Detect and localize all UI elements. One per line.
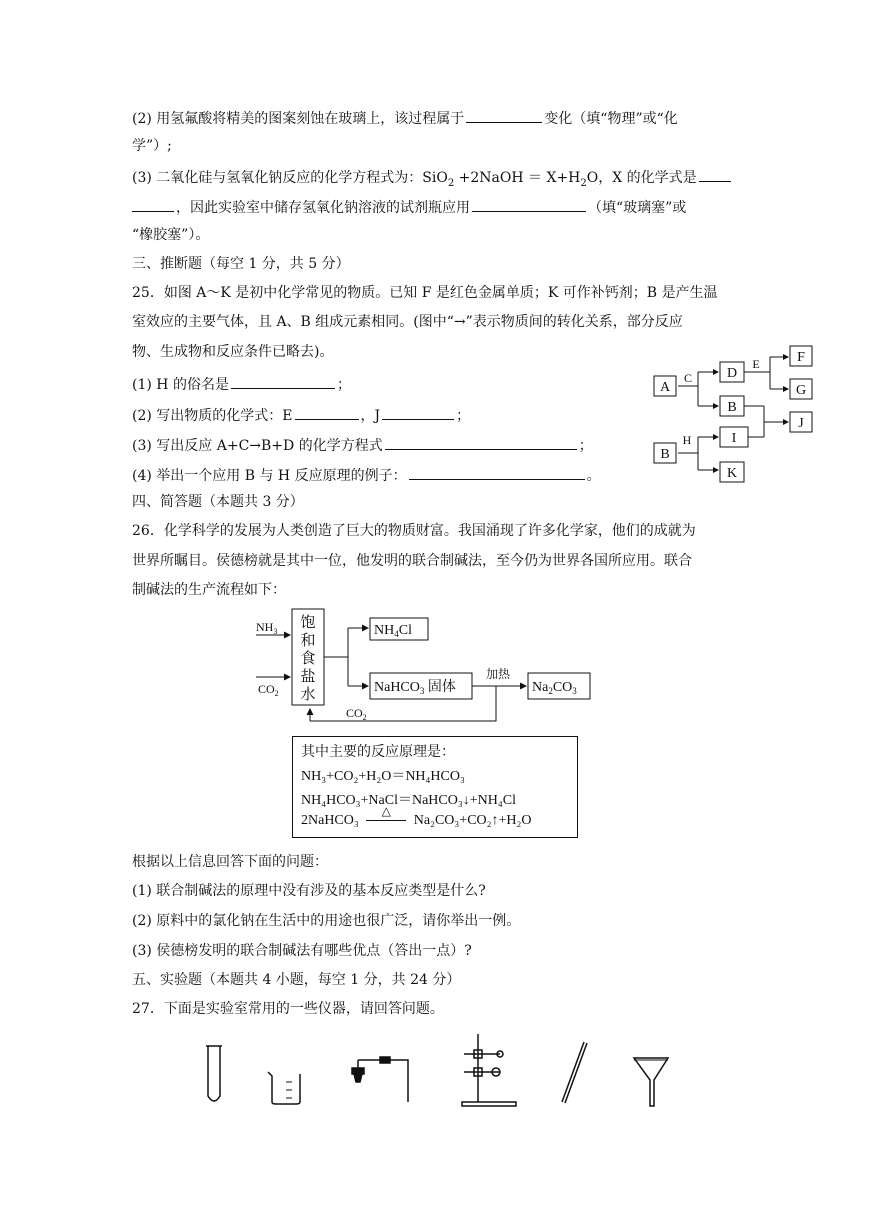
q24-part2-text-b: 变化（填“物理”或“化 xyxy=(544,111,678,127)
node-f-label: F xyxy=(797,350,805,365)
q24-part2-line2: 学”）; xyxy=(132,138,172,154)
tank-char: 食 xyxy=(300,651,316,667)
answer-blank-x-formula[interactable] xyxy=(699,165,731,182)
test-tube-icon xyxy=(206,1046,222,1101)
section-4-heading: 四、简答题（本题共 3 分） xyxy=(132,494,304,510)
q26-a1: (1) 联合制碱法的原理中没有涉及的基本反应类型是什么? xyxy=(132,883,486,899)
answer-blank-e-formula[interactable] xyxy=(295,403,359,420)
q26-stem-line2: 世界所瞩目。侯德榜就是其中一位，他发明的联合制碱法，至今仍为世界各国所应用。联合 xyxy=(132,553,692,569)
co2-input-label: $CO_2$ xyxy=(258,682,279,698)
q27-stem: 27．下面是实验室常用的一些仪器，请回答问题。 xyxy=(132,1001,444,1017)
nh4cl-label: $NH_4Cl$ xyxy=(374,623,412,639)
node-j-label: J xyxy=(798,416,804,431)
nh3-input-label: $NH_3$ xyxy=(256,620,278,636)
beaker-icon xyxy=(268,1072,300,1104)
nahco3-solid-label: NaHCO$_3$ 固体 xyxy=(374,680,456,696)
q25-sub2-text: (2) 写出物质的化学式：E xyxy=(132,408,293,424)
answer-blank-h-name[interactable] xyxy=(231,372,335,389)
punct: ； xyxy=(336,377,351,393)
glass-rod-icon xyxy=(562,1042,587,1103)
tank-char: 水 xyxy=(300,687,316,703)
node-i-label: I xyxy=(731,431,737,446)
answer-blank-equation[interactable] xyxy=(385,433,577,450)
heat-condition xyxy=(366,804,406,829)
co2-recycle-label: $CO_2$ xyxy=(346,706,367,722)
edge-label-e: E xyxy=(752,357,760,371)
q24-part3-text: (3) 二氧化硅与氢氧化钠反应的化学方程式为：SiO xyxy=(132,170,448,186)
node-d-label: D xyxy=(726,366,738,381)
reaction-principle-box xyxy=(292,736,578,838)
q24-part3-line1 xyxy=(132,165,733,187)
q25-stem-line2: 室效应的主要气体，且 A、B 组成元素相同。(图中“→”表示物质间的转化关系，部分反应 xyxy=(132,314,683,330)
edge-label-c: C xyxy=(683,371,693,385)
punct: 。 xyxy=(586,468,601,484)
q25-stem-line1: 25．如图 A～K 是初中化学常见的物质。已知 F 是红色金属单质；K 可作补钙剂；B 是产生温 xyxy=(132,285,718,301)
q25-sub2-mid: ，J xyxy=(360,408,381,424)
q24-part3-line2 xyxy=(132,195,686,217)
reaction-3-products: Na₂CO₃+CO₂↑+H₂O xyxy=(413,813,532,828)
punct: ； xyxy=(578,438,593,454)
q25-relationship-diagram xyxy=(640,340,820,490)
reaction-2: NH₄HCO₃+NaCl＝NaHCO₃↓+NH₄Cl xyxy=(301,793,516,808)
iron-stand-icon xyxy=(462,1034,516,1106)
soda-process-flow-diagram xyxy=(250,605,600,730)
q24-part3-text-d: ，因此实验室中储存氢氧化钠溶液的试剂瓶应用 xyxy=(176,200,470,216)
tank-label xyxy=(300,614,315,703)
q24-part3-line3: “橡胶塞”）。 xyxy=(132,227,210,243)
q26-ask: 根据以上信息回答下面的问题： xyxy=(132,854,328,870)
q24-part3-text-b: +2NaOH ＝ X+H xyxy=(458,170,581,186)
q24-part2-text: (2) 用氢氟酸将精美的图案刻蚀在玻璃上，该过程属于 xyxy=(132,111,465,127)
node-b-top-label: B xyxy=(727,400,737,415)
answer-blank-j-formula[interactable] xyxy=(382,403,454,420)
q25-stem-line3: 物、生成物和反应条件已略去)。 xyxy=(132,344,334,360)
tank-char: 和 xyxy=(300,633,316,649)
answer-blank-example[interactable] xyxy=(409,463,585,480)
node-a-label: A xyxy=(659,380,671,395)
gas-tube-icon xyxy=(352,1057,408,1102)
reaction-3-reactant: 2NaHCO₃ xyxy=(301,813,359,828)
tank-char: 盐 xyxy=(300,669,316,685)
node-k-label: K xyxy=(726,466,738,481)
q25-sub2 xyxy=(132,403,470,425)
q25-sub3 xyxy=(132,433,593,455)
q24-part3-text-e: （填“玻璃塞”或 xyxy=(588,200,687,216)
q24-part3-text-c: O，X 的化学式是 xyxy=(586,170,697,186)
subscript: 2 xyxy=(447,177,455,189)
section-3-heading: 三、推断题（每空 1 分，共 5 分） xyxy=(132,256,350,272)
answer-blank-change-type[interactable] xyxy=(466,106,542,123)
q26-a2: (2) 原料中的氯化钠在生活中的用途也很广泛，请你举出一例。 xyxy=(132,913,521,929)
heat-label: 加热 xyxy=(486,667,511,681)
funnel-icon xyxy=(634,1058,668,1106)
na2co3-label: $Na_2CO_3$ xyxy=(532,680,577,696)
q26-a3: (3) 侯德榜发明的联合制碱法有哪些优点（答出一点）? xyxy=(132,943,472,959)
principle-title: 其中主要的反应原理是： xyxy=(301,745,455,760)
lab-instruments-row xyxy=(200,1030,680,1115)
reaction-1: NH₃+CO₂+H₂O＝NH₄HCO₃ xyxy=(301,769,465,784)
q26-stem-line3: 制碱法的生产流程如下： xyxy=(132,582,286,598)
punct: ； xyxy=(456,408,471,424)
q26-stem-line1: 26．化学科学的发展为人类创造了巨大的物质财富。我国涌现了许多化学家，他们的成就为 xyxy=(132,523,696,539)
answer-blank-stopper[interactable] xyxy=(472,195,586,212)
subscript: 2 xyxy=(580,177,587,189)
tank-char: 饱 xyxy=(300,615,316,631)
q25-sub1-text: (1) H 的俗名是 xyxy=(132,377,229,393)
node-g-label: G xyxy=(795,383,807,398)
answer-blank-x-formula-cont[interactable] xyxy=(132,195,174,212)
q24-part2-line1 xyxy=(132,106,678,128)
q25-sub1 xyxy=(132,372,351,394)
q25-sub4-text: (4) 举出一个应用 B 与 H 反应原理的例子： xyxy=(132,468,407,484)
q25-sub3-text: (3) 写出反应 A+C→B+D 的化学方程式 xyxy=(132,438,383,454)
q25-sub4 xyxy=(132,463,601,485)
node-b-bottom-label: B xyxy=(660,447,670,462)
section-5-heading: 五、实验题（本题共 4 小题，每空 1 分，共 24 分） xyxy=(132,972,461,988)
edge-label-h: H xyxy=(682,433,692,447)
reaction-3 xyxy=(301,804,532,829)
heat-symbol: △ xyxy=(381,804,391,818)
